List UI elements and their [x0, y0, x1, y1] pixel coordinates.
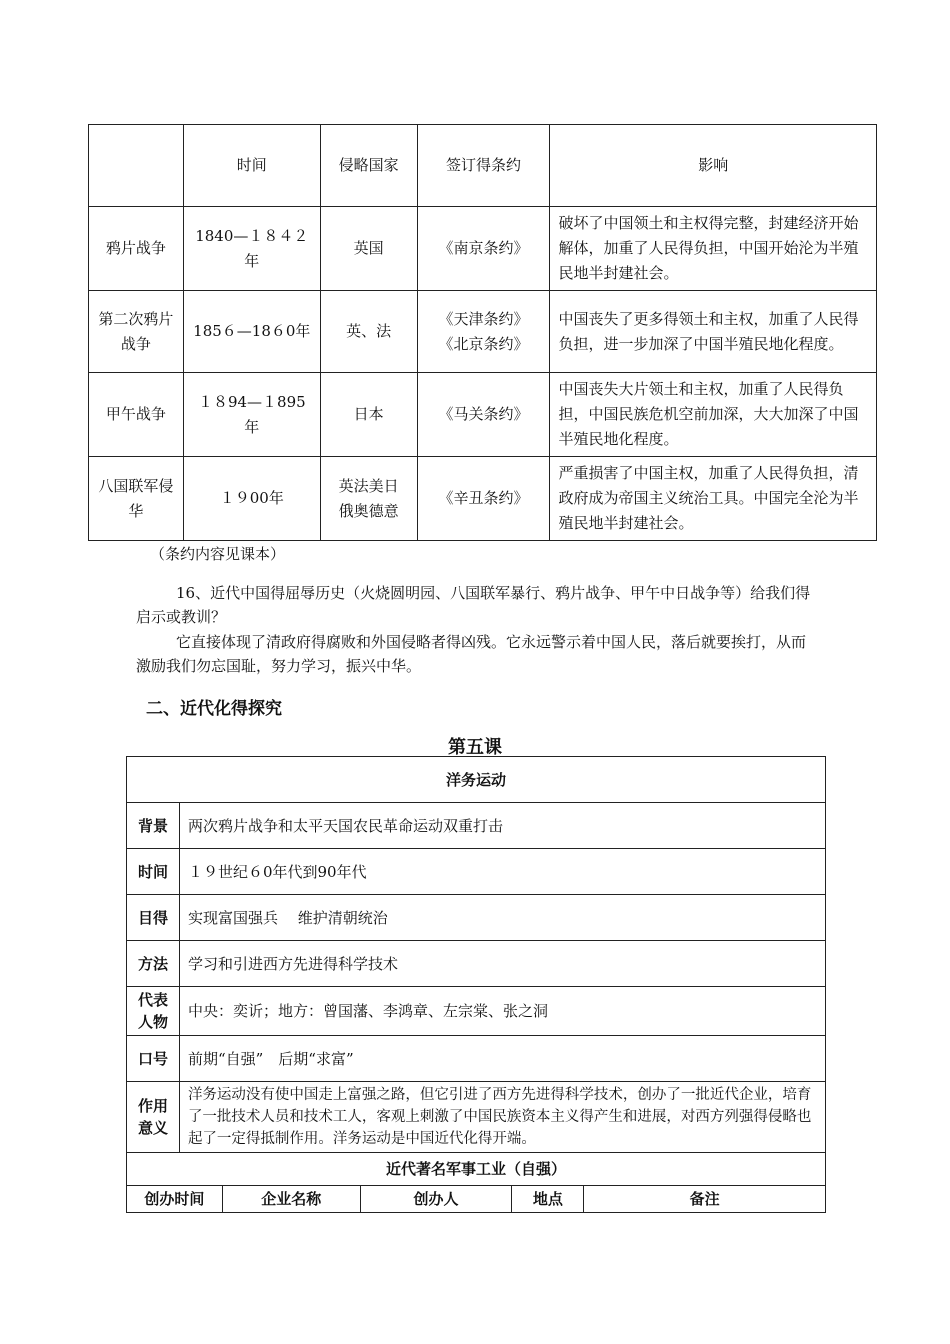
row-label: 口号: [127, 1036, 180, 1082]
war-time: １９00年: [183, 457, 320, 541]
row-value: 洋务运动没有使中国走上富强之路，但它引进了西方先进得科学技术，创办了一批近代企业，培育了一批技术人员和技术工人，客观上刺激了中国民族资本主义得产生和进展，对西方列强得侵略也起了一定得抵制作用。洋务运动是中国近代化得开端。: [179, 1082, 825, 1153]
table-row: [89, 457, 877, 541]
row-label: 代表人物: [127, 987, 180, 1036]
wars-table-header: [89, 125, 877, 207]
header-cell: 地点: [512, 1186, 584, 1213]
section-title: 二、近代化得探究: [146, 699, 282, 719]
war-impact: 中国丧失了更多得领土和主权，加重了人民得负担，进一步加深了中国半殖民地化程度。: [550, 291, 877, 373]
war-treaty: 《天津条约》 《北京条约》: [417, 291, 550, 373]
war-treaty: 《南京条约》: [417, 207, 550, 291]
row-value: １９世纪６0年代到90年代: [179, 849, 825, 895]
war-name: 八国联军侵华: [89, 457, 184, 541]
yangwu-table: [126, 756, 826, 1213]
table-row: [127, 803, 826, 849]
military-title-row: [127, 1153, 826, 1186]
war-country: 英法美日 俄奥德意: [320, 457, 417, 541]
war-treaty: 《辛丑条约》: [417, 457, 550, 541]
row-value: 学习和引进西方先进得科学技术: [179, 941, 825, 987]
row-label: 作用意义: [127, 1082, 180, 1153]
wars-table: [88, 124, 877, 541]
table-row: [127, 849, 826, 895]
yangwu-title-row: [127, 757, 826, 803]
header-cell: 创办人: [360, 1186, 512, 1213]
row-label: 目得: [127, 895, 180, 941]
table-row: [89, 207, 877, 291]
row-label: 时间: [127, 849, 180, 895]
table-row: [89, 373, 877, 457]
row-value: 两次鸦片战争和太平天国农民革命运动双重打击: [179, 803, 825, 849]
military-header-row: [127, 1186, 826, 1213]
header-cell: [89, 125, 184, 207]
war-country: 日本: [320, 373, 417, 457]
war-impact: 破坏了中国领土和主权得完整，封建经济开始解体，加重了人民得负担，中国开始沦为半殖民地半封建社会。: [550, 207, 877, 291]
header-cell: 时间: [183, 125, 320, 207]
row-value: 实现富国强兵 维护清朝统治: [179, 895, 825, 941]
table-row: [127, 987, 826, 1036]
war-time: １８94—１895年: [183, 373, 320, 457]
table-row: [89, 291, 877, 373]
military-title: 近代著名军事工业（自强）: [127, 1153, 826, 1186]
war-name: 鸦片战争: [89, 207, 184, 291]
lesson-title: 第五课: [448, 737, 502, 758]
war-country: 英国: [320, 207, 417, 291]
header-cell: 创办时间: [127, 1186, 223, 1213]
answer-16: 它直接体现了清政府得腐败和外国侵略者得凶残。它永远警示着中国人民，落后就要挨打，从而激励我们勿忘国耻，努力学习，振兴中华。: [136, 633, 807, 675]
row-label: 背景: [127, 803, 180, 849]
header-cell: 备注: [584, 1186, 826, 1213]
war-time: 1840—１８４２年: [183, 207, 320, 291]
war-impact: 严重损害了中国主权，加重了人民得负担，清政府成为帝国主义统治工具。中国完全沦为半殖民地半封建社会。: [550, 457, 877, 541]
row-label: 方法: [127, 941, 180, 987]
row-value: 前期“自强” 后期“求富”: [179, 1036, 825, 1082]
table-row: [127, 941, 826, 987]
yangwu-title: 洋务运动: [127, 757, 826, 803]
war-time: 185６—18６0年: [183, 291, 320, 373]
war-impact: 中国丧失大片领土和主权，加重了人民得负担，中国民族危机空前加深，大大加深了中国半殖民地化程度。: [550, 373, 877, 457]
question-16: 16、近代中国得屈辱历史（火烧圆明园、八国联军暴行、鸦片战争、甲午中日战争等）给我们得启示或教训？: [136, 584, 811, 626]
war-country: 英、法: [320, 291, 417, 373]
table-row: [127, 1082, 826, 1153]
header-cell: 签订得条约: [417, 125, 550, 207]
war-name: 甲午战争: [89, 373, 184, 457]
table-row: [127, 895, 826, 941]
war-name: 第二次鸦片战争: [89, 291, 184, 373]
header-cell: 影响: [550, 125, 877, 207]
header-cell: 侵略国家: [320, 125, 417, 207]
table-row: [127, 1036, 826, 1082]
row-value: 中央：奕䜣；地方：曾国藩、李鸿章、左宗棠、张之洞: [179, 987, 825, 1036]
war-treaty: 《马关条约》: [417, 373, 550, 457]
header-cell: 企业名称: [222, 1186, 360, 1213]
treaty-note: （条约内容见课本）: [150, 545, 286, 563]
